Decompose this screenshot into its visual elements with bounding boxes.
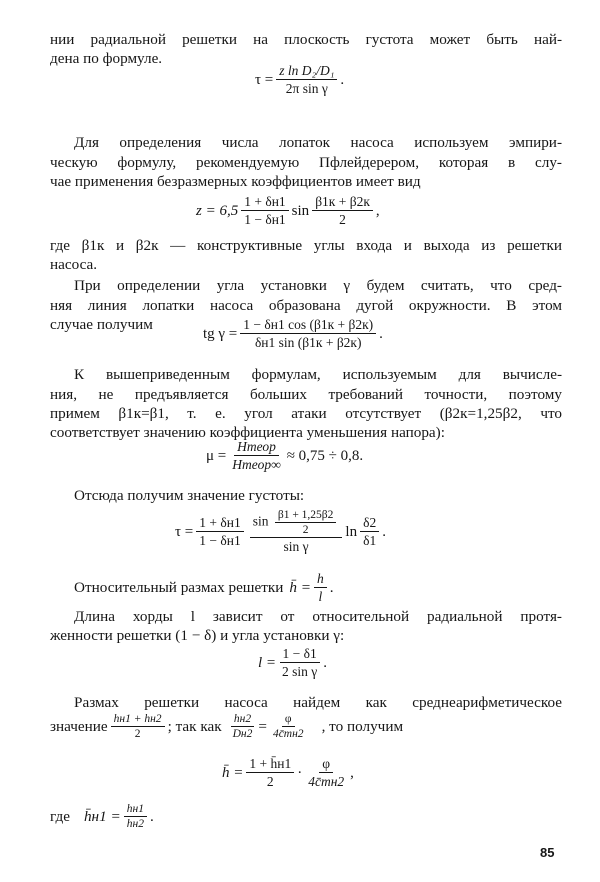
relative-span-line: Относительный размах решетки h̄ = $\frac{h}{l}$ . <box>74 571 334 604</box>
formula-tau-1: τ = $\frac{\text{z ln D₂/D₁}}{\text{2π sin γ}}$ . <box>255 63 345 96</box>
text-line: Длина хорды l зависит от относительной радиальной протя- <box>74 608 562 625</box>
averaging-line: значение $\frac{hн1 + hн2}{2}$ ; так как $\frac{hн2}{Dн2}$ = $\frac{\varphi}{4c̄mн2}$ , то получим <box>50 713 404 740</box>
text-line: ческую формулу, рекомендуемую Пфлейдерером, которая в слу- <box>50 154 562 171</box>
formula-tg: tg γ = $\frac{1 - \delta н1 \cos (\beta 1к + \beta 2к)}{\delta н1 \sin (\beta 1к + \beta 2к)}$ . <box>203 317 383 350</box>
text-line: ния, не предъявляется больших требований точности, поэтому <box>50 386 562 403</box>
formula-h: h̄ = $\frac{1 + h̄н1}{2}$ · $\frac{\varphi}{4c̄mн2}$ , <box>222 756 354 789</box>
text-line: Размах решетки насоса найдем как среднеарифметическое <box>74 694 562 711</box>
page-number: 85 <box>540 845 555 860</box>
formula-where: где h̄н1 = $\frac{hн1}{hн2}$ . <box>50 803 154 830</box>
formula-z: z = 6,5 $\frac{1 + \delta н1}{1 - \delta н1}$ sin $\frac{\beta 1к + \beta 2к}{2}$ , <box>196 194 380 227</box>
text-line: чае применения безразмерных коэффициентов имеет вид <box>50 173 421 190</box>
text-line: дена по формуле. <box>50 50 163 67</box>
formula-mu: μ = $\frac{\text{Hтеор}}{\text{Hтеор∞}}$ ≈ 0,75 ÷ 0,8. <box>206 439 364 472</box>
text-line: Отсюда получим значение густоты: <box>74 487 305 504</box>
text-line: нии радиальной решетки на плоскость густота может быть най- <box>50 31 562 48</box>
text-line: няя линия лопатки насоса образована дугой окружности. В этом <box>50 297 562 314</box>
text-line: насоса. <box>50 256 98 273</box>
text-line: Для определения числа лопаток насоса используем эмпири- <box>74 134 562 151</box>
text-line: При определении угла установки γ будем считать, что сред- <box>74 277 562 294</box>
text-line: соответствует значению коэффициента уменьшения напора): <box>50 424 445 441</box>
text-line: случае получим <box>50 316 153 333</box>
text-line: женности решетки (1 − δ) и угла установки γ: <box>50 627 345 644</box>
text-line: примем β1к=β1, т. е. угол атаки отсутствует (β2к=1,25β2, что <box>50 405 562 422</box>
text-line: К вышеприведенным формулам, используемым для вычисле- <box>74 366 562 383</box>
text-line: где β1к и β2к — конструктивные углы входа и выхода из решетки <box>50 237 562 254</box>
formula-tau-2: τ = $\frac{1 + \delta н1}{1 - \delta н1}$ sin $\frac{\beta 1 + 1,25\beta 2}{2}$ sin γ ln $\frac{\delta 2}{\delta 1}$ . <box>175 509 386 554</box>
formula-l: l = $\frac{1 - \delta 1}{\text{2 sin γ}}$ . <box>258 646 328 679</box>
